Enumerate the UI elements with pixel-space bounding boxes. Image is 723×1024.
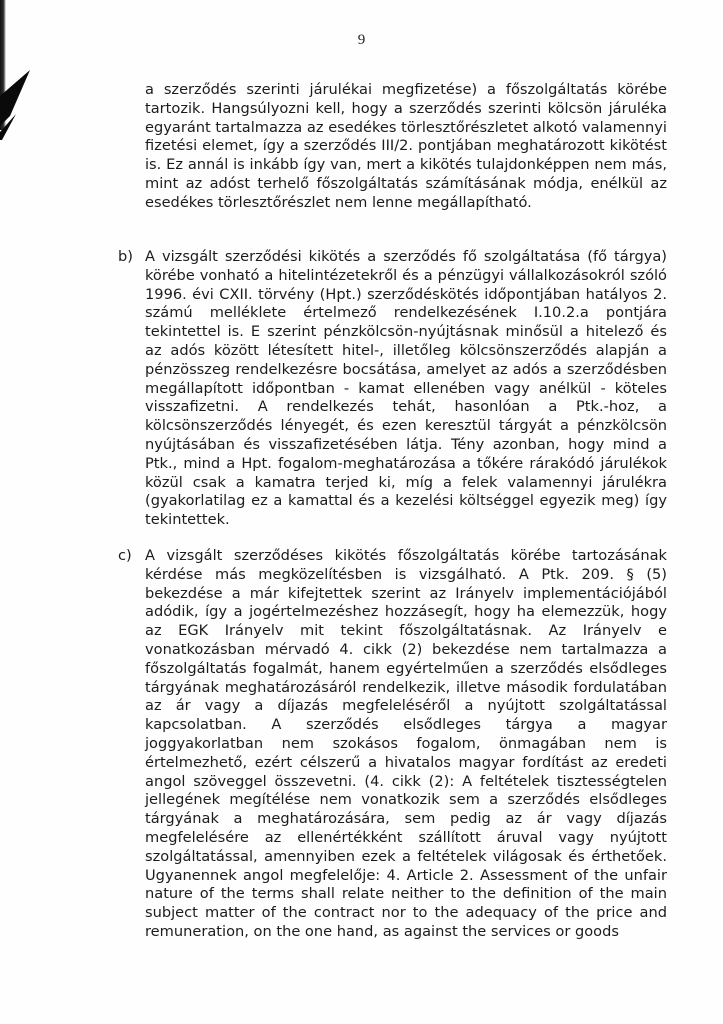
page-number: 9 [357,32,366,48]
scan-corner-artifact [0,70,34,140]
list-label-b: b) [118,248,133,265]
list-label-c: c) [118,547,132,564]
paragraph-text: a szerződés szerinti járulékai megfizetése) a főszolgáltatás körébe tartozik. Hangsúlyozni kell, hogy a szerződés szerinti kölcsön járuléka egyaránt tartalmazza az esedékes törlesztőrészletet alkotó valamennyi fizetési elemet, így a szerződés III/2. pontjában meghatározott kikötést is. Ez annál is inkább így van, mert a kikötés tulajdonképpen nem más, mint az adóst terhelő főszolgáltatás számításának módja, enélkül az esedékes törlesztőrészlet nem lenne megállapítható. [145,81,667,211]
paragraph-text: A vizsgált szerződéses kikötés főszolgáltatás körébe tartozásának kérdése más megközelítésben is vizsgálható. A Ptk. 209. § (5) bekezdése a már kifejtettek szerint az Irányelv implementációjából adódik, így a jogértelmezéshez hozzásegít, hogy ha elemezzük, hogy az EGK Irányelv mit tekint főszolgáltatásnak. Az Irányelv e vonatkozásban mérvadó 4. cikk (2) bekezdése nem tartalmazza a főszolgáltatás fogalmát, hanem egyértelműen a szerződés elsődleges tárgyának meghatározásáról rendelkezik, illetve második fordulatában az ár vagy a díjazás megfeleléséről a nyújtott szolgáltatással kapcsolatban. A szerződés elsődleges tárgya a magyar joggyakorlatban nem szokásos fogalom, önmagában nem is értelmezhető, ezért célszerű a hivatalos magyar fordítást az eredeti angol szöveggel összevetni. (4. cikk (2): A feltételek tisztességtelen jellegének megítélése nem vonatkozik sem a szerződés elsődleges tárgyának a meghatározására, sem pedig az ár vagy díjazás megfelelésére az ellenértékként szállított áruval vagy nyújtott szolgáltatással, amennyiben ezek a feltételek világosak és érthetőek. Ugyanennek angol megfelelője: 4. Article 2. Assessment of the unfair nature of the terms shall relate neither to the definition of the main subject matter of the contract nor to the adequacy of the price and remuneration, on the one hand, as against the services or goods [145,547,667,940]
paragraph-a-continuation [145,81,667,213]
paragraph-text: A vizsgált szerződési kikötés a szerződés fő szolgáltatása (fő tárgya) körébe vonható a hitelintézetekről és a pénzügyi vállalkozásokról szóló 1996. évi CXII. törvény (Hpt.) szerződéskötés időpontjában hatályos 2. számú melléklete értelmező rendelkezésének I.10.2.a pontjára tekintettel is. E szerint pénzkölcsön-nyújtásnak minősül a hitelező és az adós között létesített hitel-, illetőleg kölcsönszerződés alapján a pénzösszeg rendelkezésre bocsátása, amelyet az adós a szerződésben megállapított időpontban - kamat ellenében vagy anélkül - köteles visszafizetni. A rendelkezés tehát, hasonlóan a Ptk.-hoz, a kölcsönszerződés lényegét, és ezen keresztül tárgyát a pénzkölcsön nyújtásában és visszafizetésében látja. Tény azonban, hogy mind a Ptk., mind a Hpt. fogalom-meghatározása a tőkére rárakódó járulékok közül csak a kamatra terjed ki, míg a felek valamennyi járulékra (gyakorlatilag ez a kamattal és a kezelési költséggel egyezik meg) így tekintettek. [145,248,667,529]
paragraph-b [145,248,667,530]
paragraph-c [145,547,667,942]
